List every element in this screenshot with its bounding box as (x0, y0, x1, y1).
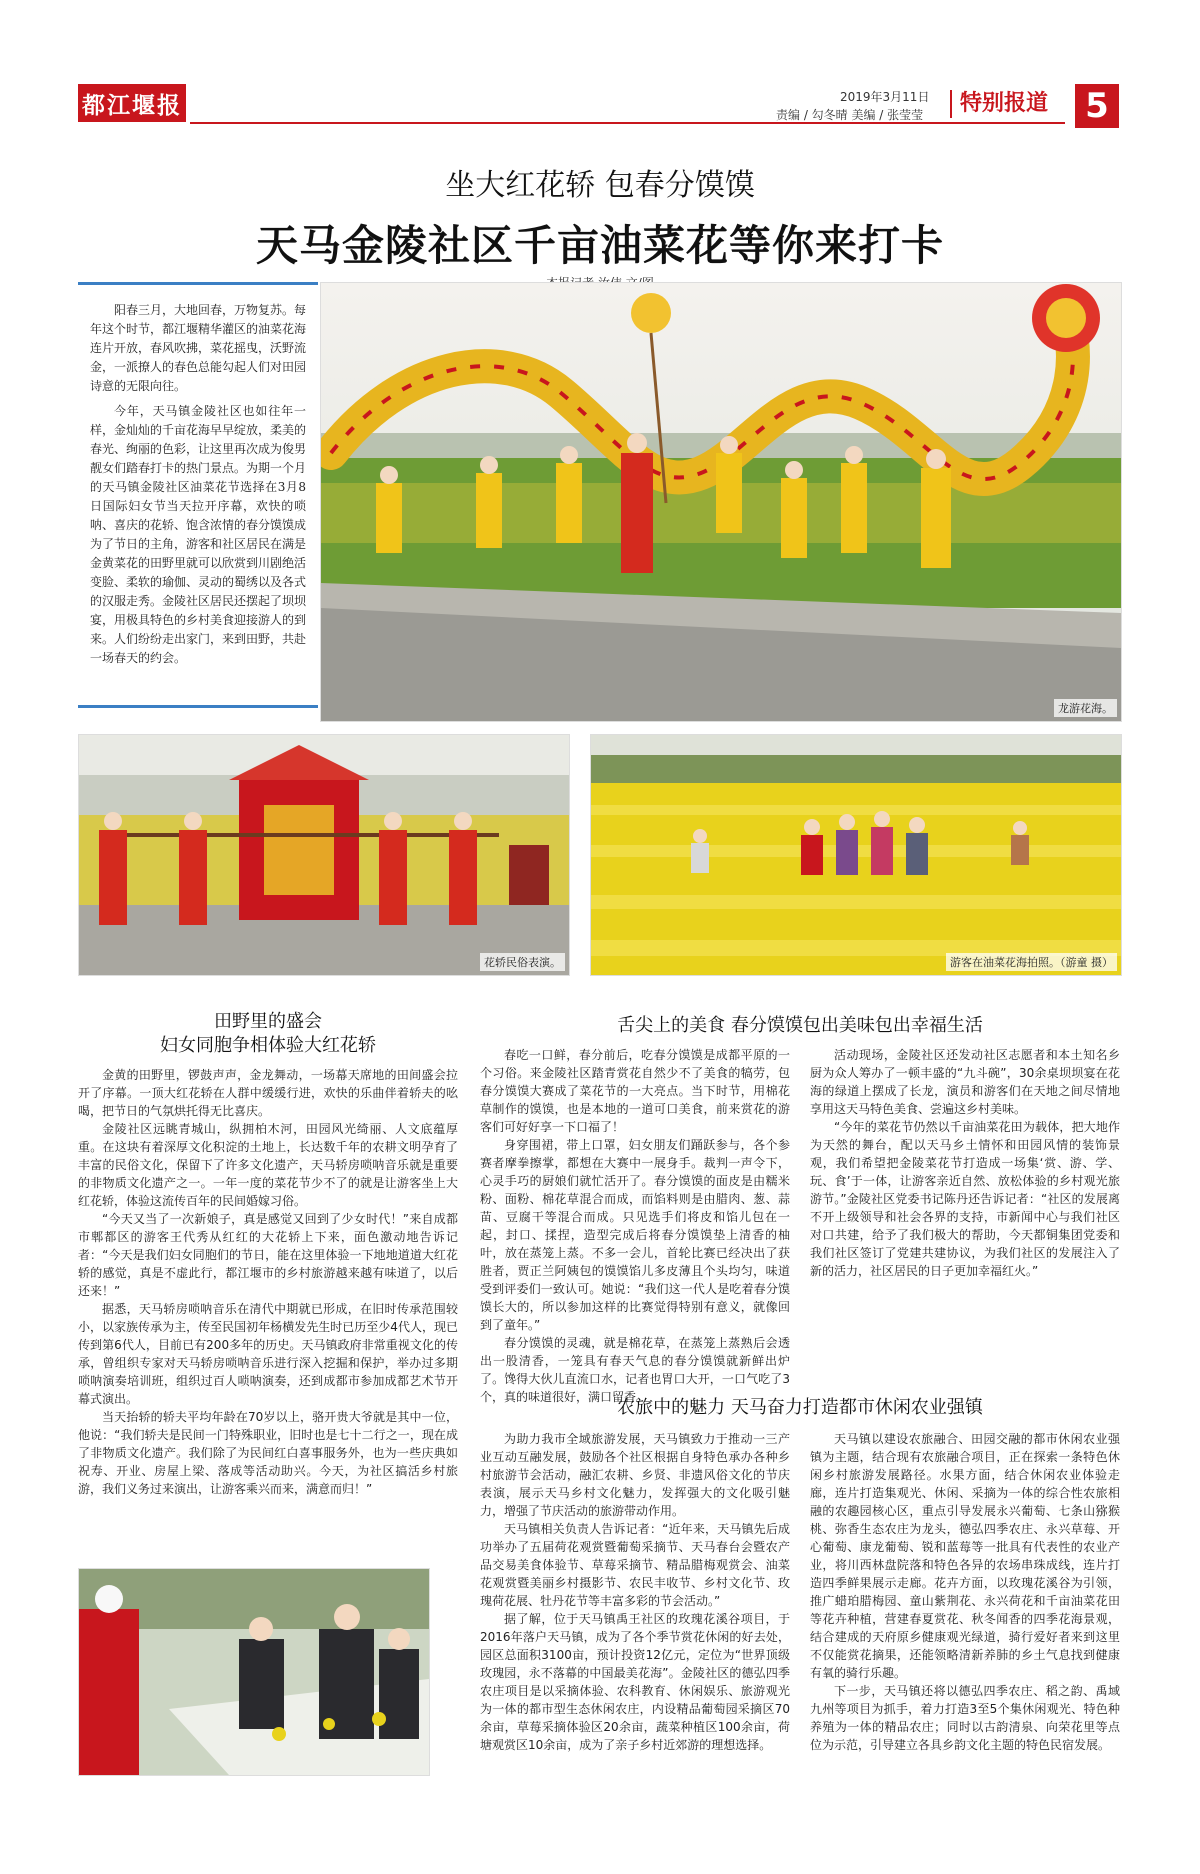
section-1-title-line2: 妇女同胞争相体验大红花轿 (160, 1035, 376, 1056)
body-paragraph: 天马镇相关负责人告诉记者：“近年来，天马镇先后成功举办了五届荷花观赏暨葡萄采摘节、天马春台会暨农产品交易美食体验节、草莓采摘节、精品腊梅观赏会、油菜花观赏暨美丽乡村摄影节、农民丰收节、乡村文化节、玫瑰荷花展、牡丹花节等丰富多彩的节会活动。” (480, 1522, 790, 1608)
body-paragraph: 活动现场，金陵社区还发动社区志愿者和本土知名乡厨为众人筹办了一顿丰盛的“九斗碗”，30余桌坝坝宴在花海的绿道上摆成了长龙，演员和游客们在天地之间尽情地享用这天马特色美食、尝遍这乡村美味。 (810, 1048, 1120, 1116)
section-1-heading (78, 1010, 458, 1058)
body-paragraph: 金黄的田野里，锣鼓声声，金龙舞动，一场幕天席地的田间盛会拉开了序幕。一顶大红花轿在人群中缓缓行进，欢快的乐曲伴着轿夫的吆喝，把节日的气氛烘托得无比喜庆。 (78, 1068, 458, 1118)
issue-date: 2019年3月11日 (840, 90, 930, 104)
banquet-illustration (79, 1569, 429, 1775)
body-paragraph: 身穿围裙，带上口罩，妇女朋友们踊跃参与，各个参赛者摩拳擦掌，都想在大赛中一展身手。裁判一声令下，心灵手巧的厨娘们就忙活开了。春分馍馍的面皮是由糯米粉、面粉、棉花草混合而成，而馅料则是由腊肉、葱、蒜苗、豆腐干等混合而成。只见选手们将皮和馅儿包在一起，封口、揉捏，造型完成后将春分馍馍垫上清香的柚叶，放在蒸笼上蒸。不多一会儿，首轮比赛已经决出了获胜者，贾正兰阿姨包的馍馍馅儿多皮薄且个头均匀，味道受到评委们一致认可。她说：“我们这一代人是吃着春分馍馍长大的，所以参加这样的比赛觉得特别有意义，就像回到了童年。” (480, 1138, 790, 1332)
section-2-heading: 舌尖上的美食 春分馍馍包出美味包出幸福生活 (617, 1015, 983, 1036)
article-headline: 天马金陵社区千亩油菜花等你来打卡 (255, 221, 944, 270)
intro-paragraph: 今年，天马镇金陵社区也如往年一样，金灿灿的千亩花海早早绽放，柔美的春光、绚丽的色彩，让这里再次成为俊男靓女们踏春打卡的热门景点。为期一个月的天马镇金陵社区油菜花节选择在3月8日国际妇女节当天拉开序幕，欢快的唢呐、喜庆的花轿、饱含浓情的春分馍馍成为了节日的主角，游客和社区居民在满是金黄菜花的田野里就可以欣赏到川剧绝活变脸、柔软的瑜伽、灵动的蜀绣以及各式的汉服走秀。金陵社区居民还摆起了坝坝宴，用极具特色的乡村美食迎接游人的到来。人们纷纷走出家门，来到田野，共赴一场春天的约会。 (90, 404, 307, 665)
editors-credit: 责编 / 勾冬晴 美编 / 张莹莹 (776, 108, 924, 122)
dragon-dance-illustration (321, 283, 1121, 721)
section-2-body-left (480, 1046, 790, 1406)
section-label: 特别报道 (950, 90, 1048, 118)
photo-rapeseed-field (590, 734, 1122, 976)
rapeseed-field-illustration (591, 735, 1121, 975)
intro-box (78, 282, 318, 708)
body-paragraph: 据了解，位于天马镇禹王社区的玫瑰花溪谷项目，于2016年落户天马镇，成为了各个季节赏花休闲的好去处，园区总面积3100亩，预计投资12亿元，定位为“世界顶级玫瑰园，永不落幕的中国最美花海”。金陵社区的德弘四季农庄项目是以采摘体验、农科教育、休闲娱乐、旅游观光为一体的都市型生态休闲农庄，内设精品葡萄园采摘区70余亩，草莓采摘体验区20余亩，蔬菜种植区100余亩，荷塘观赏区10余亩，成为了亲子乡村近郊游的理想选择。 (480, 1612, 790, 1752)
body-paragraph: 春分馍馍的灵魂，就是棉花草，在蒸笼上蒸熟后会透出一股清香，一笼具有春天气息的春分馍馍就新鲜出炉了。馋得大伙儿直流口水，记者也胃口大开，一口气吃了3个，真的味道很好，满口留香。 (480, 1336, 790, 1404)
article-kicker: 坐大红花轿 包春分馍馍 (445, 168, 755, 203)
sedan-chair-illustration (79, 735, 569, 975)
body-paragraph: 天马镇以建设农旅融合、田园交融的都市休闲农业强镇为主题，结合现有农旅融合项目，正在探索一条特色休闲乡村旅游发展路径。水果方面，结合休闲农业体验走廊，连片打造集观光、休闲、采摘为一体的综合性农旅相融的农趣园核心区，重点引导发展永兴葡萄、七条山猕猴桃、弥香生态农庄为龙头，德弘四季农庄、永兴草莓、开心葡萄、康龙葡萄、锐和蓝莓等一批具有代表性的农业产业，将川西林盘院落和特色各异的农场串珠成线，连片打造四季鲜果展示走廊。花卉方面，以玫瑰花溪谷为引领，推广蜡珀腊梅园、童山紫荆花、永兴荷花和千亩油菜花田等花卉种植，营建春夏赏花、秋冬闻香的四季花海景观，结合建成的天府原乡健康观光绿道，骑行爱好者来到这里不仅能赏花摘果，还能领略清新养肺的乡土气息找到健康有氧的骑行乐趣。 (810, 1432, 1120, 1680)
body-paragraph: 当天抬轿的轿夫平均年龄在70岁以上，骆开贵大爷就是其中一位，他说：“我们轿夫是民间一门特殊职业，旧时也是七十二行之一，现在成了非物质文化遗产。我们除了为民间红白喜事服务外，也为一些庆典如祝寿、开业、房屋上梁、落成等活动助兴。今天，为社区搞活乡村旅游，我们义务过来演出，让游客乘兴而来，满意而归！” (78, 1410, 458, 1496)
photo-caption: 花轿民俗表演。 (480, 953, 565, 971)
body-paragraph: 为助力我市全域旅游发展，天马镇致力于推动一三产业互动互融发展，鼓励各个社区根据自身特色承办各种乡村旅游节会活动，融汇农耕、乡贤、非遗风俗文化的节庆表演，展示天马乡村文化魅力，发挥强大的文化吸引魅力，增强了节庆活动的旅游带动作用。 (480, 1432, 790, 1518)
section-3-body-left (480, 1430, 790, 1754)
masthead-logo: 都江堰报 (78, 84, 186, 122)
body-paragraph: 金陵社区远眺青城山，纵拥柏木河，田园风光绮丽、人文底蕴厚重。在这块有着深厚文化积淀的土地上，长达数千年的农耕文明孕育了丰富的民俗文化，保留下了许多文化遗产，天马轿房唢呐音乐就是重要的非物质文化遗产之一。一年一度的菜花节少不了的就是让游客坐上大红花轿，体验这流传百年的民间婚嫁习俗。 (78, 1122, 458, 1208)
intro-paragraph: 阳春三月，大地回春，万物复苏。每年这个时节，都江堰精华灌区的油菜花海连片开放，春风吹拂，菜花摇曳，沃野流金，一派撩人的春色总能勾起人们对田园诗意的无限向往。 (90, 303, 307, 393)
photo-dragon-dance (320, 282, 1122, 722)
body-paragraph: 春吃一口鲜，春分前后，吃春分馍馍是成都平原的一个习俗。来金陵社区踏青赏花自然少不了美食的犒劳，包春分馍馍大赛成了菜花节的一大亮点。当下时节，用棉花草制作的馍馍，也是本地的一道可口美食，前来赏花的游客们可好好享一下口福了！ (480, 1048, 790, 1134)
section-1-body (78, 1066, 458, 1498)
photo-caption: 龙游花海。 (1054, 699, 1117, 717)
section-3-heading: 农旅中的魅力 天马奋力打造都市休闲农业强镇 (617, 1397, 983, 1418)
photo-banquet (78, 1568, 430, 1776)
photo-caption: 游客在油菜花海拍照。（游童 摄） (946, 953, 1117, 971)
header-rule (190, 122, 1065, 124)
body-paragraph: 下一步，天马镇还将以德弘四季农庄、稻之韵、禹域九州等项目为抓手，着力打造3至5个集休闲观光、特色种养殖为一体的精品农庄；同时以古韵清泉、向荣花里等点位为示范，引导建立各具乡韵文化主题的特色民宿发展。 (810, 1684, 1120, 1752)
body-paragraph: 据悉，天马轿房唢呐音乐在清代中期就已形成，在旧时传承范围较小，以家族传承为主，传至民国初年杨横发先生时已历至少4代人，现已传到第6代人，目前已有200多年的历史。天马镇政府非常重视文化的传承，曾组织专家对天马轿房唢呐音乐进行深入挖掘和保护，举办过多期唢呐演奏培训班，组织过百人唢呐演奏，还到成都市参加成都艺术节开幕式演出。 (78, 1302, 458, 1406)
section-2-body-right (810, 1046, 1120, 1280)
page-number: 5 (1075, 84, 1119, 128)
body-paragraph: “今年的菜花节仍然以千亩油菜花田为载体，把大地作为天然的舞台，配以天马乡土情怀和田园风情的装饰景观，我们希望把金陵菜花节打造成一场集‘赏、游、学、玩、食’于一体，让游客亲近自然、放松体验的乡村观光旅游节。”金陵社区党委书记陈丹还告诉记者：“社区的发展离不开上级领导和社会各界的支持，市新闻中心与我们社区对口共建，给予了我们极大的帮助，今天都铜集团党委和我们社区签订了党建共建协议，为我们社区的发展注入了新的活力，社区居民的日子更加幸福红火。” (810, 1120, 1120, 1278)
photo-sedan-chair (78, 734, 570, 976)
body-paragraph: “今天又当了一次新娘子，真是感觉又回到了少女时代！”来自成都市郫都区的游客王代秀从红红的大花轿上下来，面色激动地告诉记者：“今天是我们妇女同胞们的节日，能在这里体验一下地地道道大红花轿的感觉，真是不虚此行，都江堰市的乡村旅游越来越有味道了，以后还来！” (78, 1212, 458, 1298)
section-1-title-line1: 田野里的盛会 (214, 1011, 322, 1032)
section-3-body-right (810, 1430, 1120, 1754)
